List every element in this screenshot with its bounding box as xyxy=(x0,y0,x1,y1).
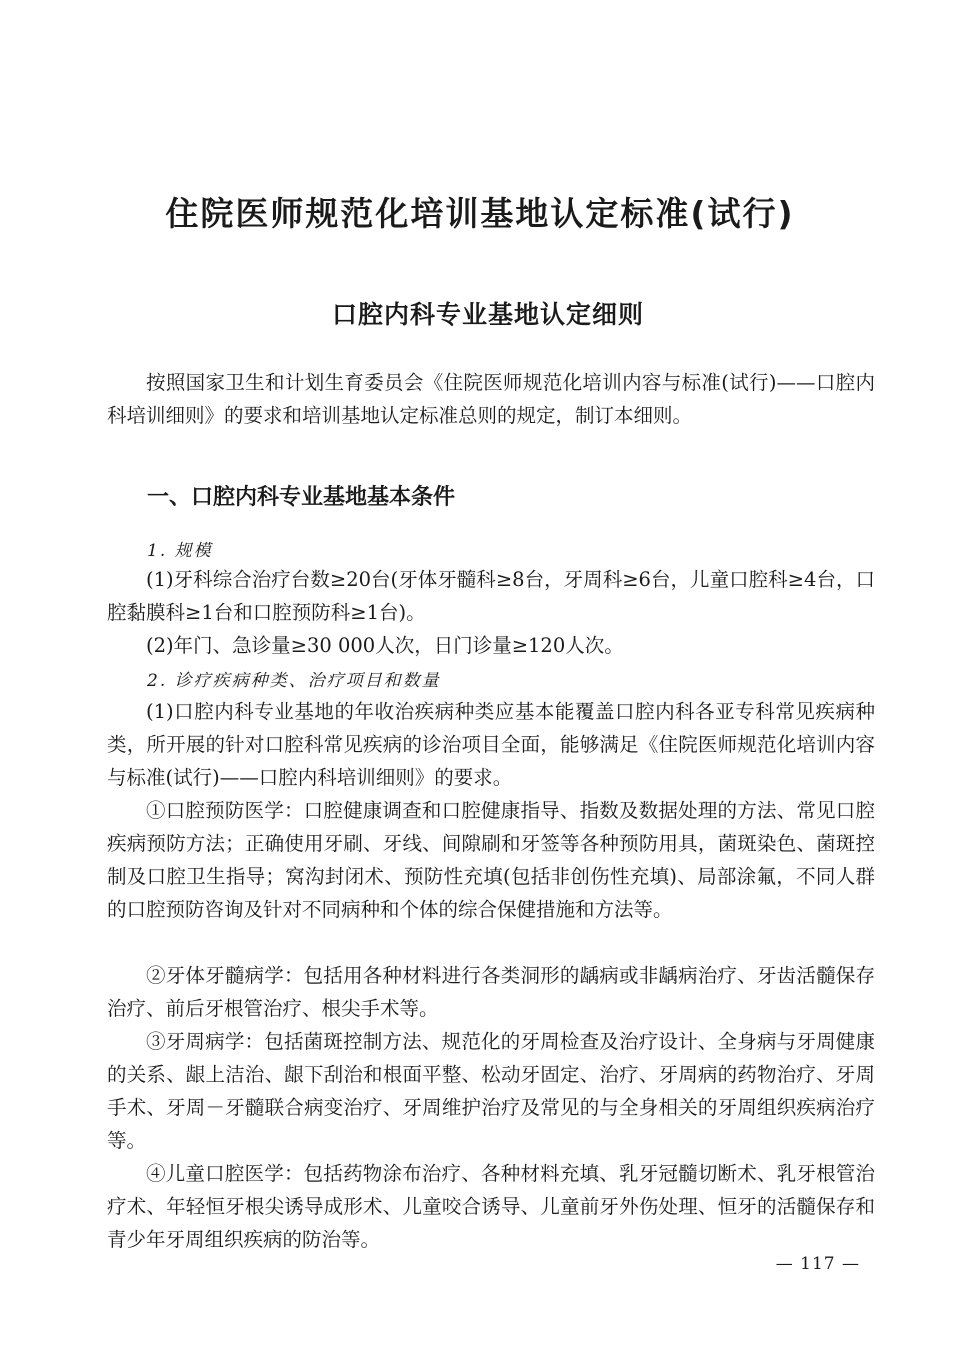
paragraph-disease-coverage: (1)口腔内科专业基地的年收治疾病种类应基本能覆盖口腔内科各亚专科常见疾病种类，所开展的针对口腔科常见疾病的诊治项目全面，能够满足《住院医师规范化培训内容与标准(试行)——口腔内科培训细则》的要求。 xyxy=(107,700,875,789)
item-heading-scale: 1. 规模 xyxy=(147,541,213,561)
paragraph-pediatric-dentistry: ④儿童口腔医学：包括药物涂布治疗、各种材料充填、乳牙冠髓切断术、乳牙根管治疗术、年轻恒牙根尖诱导成形术、儿童咬合诱导、儿童前牙外伤处理、恒牙的活髓保存和青少年牙周组织疾病的防治等。 xyxy=(107,1162,875,1251)
page-number: — 117 — xyxy=(775,1254,860,1274)
paragraph-periodontics: ③牙周病学：包括菌斑控制方法、规范化的牙周检查及治疗设计、全身病与牙周健康的关系、龈上洁治、龈下刮治和根面平整、松动牙固定、治疗、牙周病的药物治疗、牙周手术、牙周－牙髓联合病变治疗、牙周维护治疗及常见的与全身相关的牙周组织疾病治疗等。 xyxy=(107,1030,875,1152)
section-heading-basic-conditions: 一、口腔内科专业基地基本条件 xyxy=(147,484,456,510)
document-title: 住院医师规范化培训基地认定标准(试行) xyxy=(165,194,795,233)
paragraph-chair-count: (1)牙科综合治疗台数≥20台(牙体牙髓科≥8台，牙周科≥6台，儿童口腔科≥4台，口腔黏膜科≥1台和口腔预防科≥1台)。 xyxy=(107,568,875,624)
item-heading-disease-types: 2. 诊疗疾病种类、治疗项目和数量 xyxy=(147,671,441,691)
paragraph-visit-volume: (2)年门、急诊量≥30 000人次，日门诊量≥120人次。 xyxy=(146,634,624,657)
paragraph-endodontics: ②牙体牙髓病学：包括用各种材料进行各类洞形的龋病或非龋病治疗、牙齿活髓保存治疗、前后牙根管治疗、根尖手术等。 xyxy=(107,964,875,1020)
document-subtitle: 口腔内科专业基地认定细则 xyxy=(331,300,644,329)
paragraph-preventive-dentistry: ①口腔预防医学：口腔健康调查和口腔健康指导、指数及数据处理的方法、常见口腔疾病预防方法；正确使用牙刷、牙线、间隙刷和牙签等各种预防用具，菌斑染色、菌斑控制及口腔卫生指导；窝沟封闭术、预防性充填(包括非创伤性充填)、局部涂氟，不同人群的口腔预防咨询及针对不同病种和个体的综合保健措施和方法等。 xyxy=(107,799,875,921)
intro-paragraph: 按照国家卫生和计划生育委员会《住院医师规范化培训内容与标准(试行)——口腔内科培训细则》的要求和培训基地认定标准总则的规定，制订本细则。 xyxy=(107,371,875,427)
